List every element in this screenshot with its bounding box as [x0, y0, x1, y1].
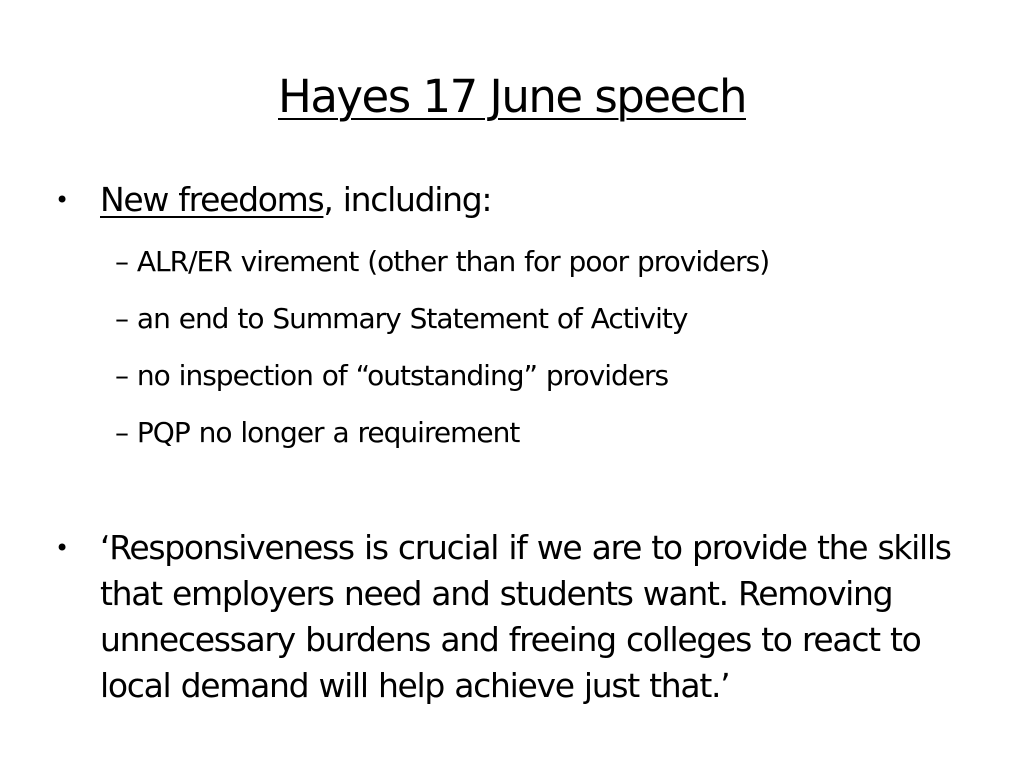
dash-marker: – [115, 416, 128, 449]
slide-title-text: Hayes 17 June speech [278, 70, 746, 123]
bullet-marker: • [55, 186, 68, 214]
sub-item-pqp [115, 413, 975, 453]
dash-marker: – [115, 245, 128, 278]
sub-item-text: no inspection of “outstanding” providers [136, 359, 669, 392]
sub-item-alr-er-virement [115, 242, 975, 282]
sub-item-text: an end to Summary Statement of Activity [136, 302, 688, 335]
bullet-new-freedoms [55, 177, 975, 223]
dash-marker: – [115, 359, 128, 392]
sub-item-no-inspection [115, 356, 975, 396]
dash-marker: – [115, 302, 128, 335]
sub-item-text: ALR/ER virement (other than for poor providers) [136, 245, 770, 278]
sub-item-summary-statement [115, 299, 975, 339]
bullet-lead-rest: , including: [323, 180, 492, 219]
slide-title [0, 62, 1024, 132]
bullet-marker: • [55, 534, 68, 562]
quote-text: ‘Responsiveness is crucial if we are to provide the skills that employers need and students want. Removing unnecessary burdens and freeing colleges to react to local demand will help achieve just that.’ [100, 528, 951, 705]
bullet-lead-underlined: New freedoms [100, 180, 324, 219]
bullet-quote [55, 525, 975, 709]
bullet-text [100, 177, 975, 223]
sub-item-text: PQP no longer a requirement [136, 416, 520, 449]
